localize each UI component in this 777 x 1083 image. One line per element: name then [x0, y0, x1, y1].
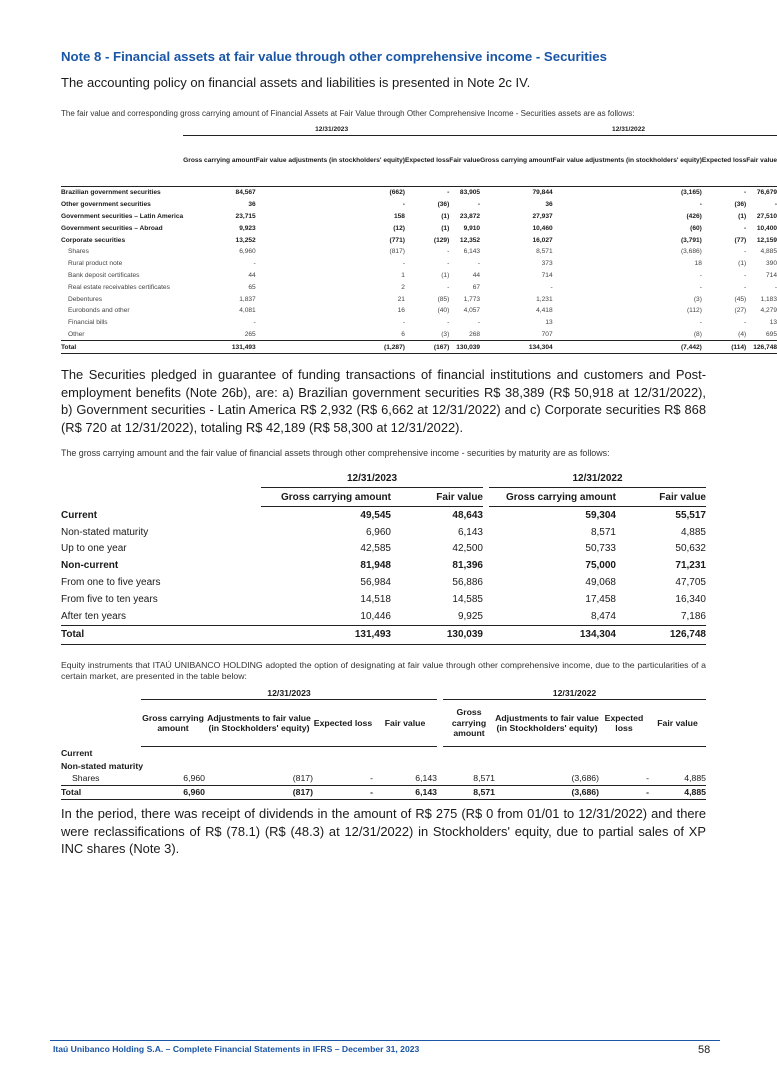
cell: 48,643 [452, 509, 483, 521]
cell: (8) [693, 330, 702, 338]
cell: - [744, 248, 747, 256]
table1-header: Fair value [449, 136, 480, 187]
table3-total-row [61, 785, 706, 799]
cell: 12,159 [756, 236, 777, 244]
table1-row [61, 317, 777, 329]
cell: (426) [686, 212, 702, 220]
cell: 27,510 [756, 212, 777, 220]
cell: (3,791) [680, 236, 702, 244]
cell: 36 [545, 201, 553, 209]
cell: 10,446 [360, 610, 391, 622]
cell: 81,948 [360, 560, 391, 572]
table3-header: Fair value [373, 700, 437, 747]
cell: 36 [248, 201, 256, 209]
cell: 6,960 [239, 248, 256, 256]
table1-header: Gross carrying amount [480, 136, 553, 187]
table2-row [61, 524, 706, 541]
cell: (3) [441, 330, 450, 338]
table3-caption: Equity instruments that ITAÚ UNIBANCO HOLDING adopted the option of designating at fair value through other comprehensive income, due to the particularities of a certain market, are presented in the table below: [61, 660, 706, 681]
cell: 42,500 [452, 543, 483, 555]
row-label: Financial bills [68, 319, 108, 327]
cell: 16,027 [532, 236, 553, 244]
cell: 1,231 [536, 295, 553, 303]
cell: 14,518 [360, 593, 391, 605]
cell: 1,837 [239, 295, 256, 303]
table2-row [61, 591, 706, 608]
cell: 13 [545, 319, 553, 327]
table3-period-2022: 12/31/2022 [443, 686, 706, 700]
cell: 8,571 [443, 785, 495, 799]
table2-row [61, 574, 706, 591]
cell: (36) [437, 201, 450, 209]
cell: 84,567 [235, 189, 256, 197]
table1-row [61, 258, 777, 270]
table1-header: Fair value [746, 136, 777, 187]
cell: 6,960 [141, 785, 205, 799]
cell: - [699, 283, 702, 291]
cell: 9,925 [457, 610, 483, 622]
table1-row [61, 293, 777, 305]
cell: - [477, 319, 481, 327]
table1-header: Fair value adjustments (in stockholders' equity) [553, 136, 702, 187]
table1-row [61, 187, 777, 199]
table2-header: Gross carrying amount [261, 488, 391, 507]
cell: (40) [437, 307, 450, 315]
pledged-securities-paragraph: The Securities pledged in guarantee of funding transactions of financial institutions and customers and Post-employment benefits (Note 26b), are: a) Brazilian government securities R$ 38,389 (R$ 50,918 at 12/31/2022), b) Government securities - Latin America R$ 2,932 (R$ 6,662 at 12/31/2022) and c) Corporate securities R$ 868 (R$ 720 at 12/31/2022), totaling R$ 42,189 (R$ 58,300 at 12/31/2022). [61, 367, 706, 435]
row-label: Debentures [68, 295, 103, 303]
cell: (662) [389, 189, 405, 197]
cell: - [774, 283, 777, 291]
cell: - [313, 785, 373, 799]
cell: 4,057 [463, 307, 481, 315]
cell: 6 [401, 330, 405, 338]
row-label: Eurobonds and other [68, 307, 130, 315]
cell: - [253, 260, 256, 268]
cell: 16 [397, 307, 405, 315]
cell: - [370, 773, 373, 784]
row-label: Corporate securities [61, 236, 126, 244]
cell: - [744, 283, 747, 291]
cell: 4,885 [684, 773, 706, 784]
table3-header: Expected loss [313, 700, 373, 747]
cell: 75,000 [585, 560, 616, 572]
row-label: From one to five years [61, 577, 161, 589]
row-label: Total [61, 341, 183, 354]
row-label: Other [68, 330, 85, 338]
cell: 714 [766, 271, 777, 279]
cell: 134,304 [480, 341, 553, 354]
cell: 130,039 [391, 625, 483, 644]
cell: 6,143 [457, 526, 483, 538]
row-label: Shares [68, 248, 89, 256]
cell: (129) [433, 236, 450, 244]
cell: (36) [734, 201, 747, 209]
row-label: Total [61, 625, 261, 644]
cell: (4) [738, 330, 747, 338]
table1-row [61, 211, 777, 223]
cell: (771) [389, 236, 405, 244]
cell: (3,686) [495, 785, 599, 799]
cell: 55,517 [675, 509, 706, 521]
row-label: After ten years [61, 610, 127, 622]
table1-row [61, 305, 777, 317]
table3-header: Expected loss [599, 700, 649, 747]
table1-header: Expected loss [702, 136, 746, 187]
cell: (77) [734, 236, 747, 244]
cell: 4,081 [239, 307, 256, 315]
table3-header: Adjustments to fair value (in Stockholders' equity) [495, 700, 599, 747]
cell: 12,352 [459, 236, 481, 244]
cell: 23,715 [235, 212, 256, 220]
cell: - [646, 773, 649, 784]
table1-row [61, 281, 777, 293]
cell: - [477, 260, 481, 268]
table3-header: Gross carrying amount [443, 700, 495, 747]
table2-header: Fair value [391, 488, 483, 507]
cell: - [447, 283, 450, 291]
cell: - [447, 189, 450, 197]
cell: 134,304 [489, 625, 616, 644]
footer-divider [50, 1040, 720, 1041]
cell: 390 [766, 260, 777, 268]
row-label: Shares [72, 773, 100, 784]
row-label: Rural product note [68, 260, 123, 268]
cell: 18 [694, 260, 702, 268]
cell: 131,493 [261, 625, 391, 644]
cell: 21 [397, 295, 405, 303]
table1-period-2023: 12/31/2023 [183, 123, 480, 136]
cell: (85) [437, 295, 450, 303]
table1-total-row [61, 341, 777, 354]
cell: - [402, 319, 405, 327]
cell: - [744, 271, 747, 279]
cell: (817) [292, 773, 313, 784]
cell: (7,442) [553, 341, 702, 354]
cell: 6,960 [183, 773, 205, 784]
page-number: 58 [698, 1044, 711, 1056]
cell: - [477, 201, 481, 209]
cell: 268 [469, 330, 481, 338]
cell: 13 [769, 319, 777, 327]
cell: 8,571 [536, 248, 553, 256]
cell: - [774, 201, 777, 209]
table1-row [61, 222, 777, 234]
table1-row [61, 270, 777, 282]
table2-row [61, 608, 706, 625]
cell: 50,632 [675, 543, 706, 555]
table1-period-2022: 12/31/2022 [480, 123, 777, 136]
table1-header: Fair value adjustments (in stockholders' equity) [256, 136, 405, 187]
cell: 373 [541, 260, 553, 268]
cell: (1) [441, 212, 450, 220]
cell: 6,143 [415, 773, 437, 784]
cell: 4,885 [680, 526, 706, 538]
cell: (167) [405, 341, 449, 354]
non-stated-maturity-label: Non-stated maturity [61, 760, 144, 771]
cell: 23,872 [459, 212, 481, 220]
table3-header: Fair value [649, 700, 706, 747]
cell: 6,960 [365, 526, 391, 538]
cell: (114) [702, 341, 746, 354]
cell: 47,705 [675, 577, 706, 589]
cell: 2 [401, 283, 405, 291]
cell: 10,400 [756, 224, 777, 232]
row-label: Brazilian government securities [61, 189, 161, 197]
table2-period-2023: 12/31/2023 [261, 469, 483, 488]
cell: - [402, 201, 405, 209]
cell: 27,937 [532, 212, 553, 220]
note-title: Note 8 - Financial assets at fair value through other comprehensive income - Securities [61, 49, 607, 64]
footer-text: Itaú Unibanco Holding S.A. – Complete Financial Statements in IFRS – December 31, 2023 [53, 1044, 420, 1054]
table2-header: Gross carrying amount [489, 488, 616, 507]
cell: 49,068 [585, 577, 616, 589]
row-label: Other government securities [61, 201, 151, 209]
cell: - [447, 260, 450, 268]
cell: - [744, 319, 747, 327]
cell: 8,474 [590, 610, 616, 622]
cell: 7,186 [680, 610, 706, 622]
cell: 13,252 [235, 236, 256, 244]
cell: (45) [734, 295, 747, 303]
cell: 265 [244, 330, 256, 338]
dividends-paragraph: In the period, there was receipt of dividends in the amount of R$ 275 (R$ 0 from 01/01 to 12/31/2022) and there were reclassifications of R$ (78.1) (R$ (48.3) at 12/31/2022) in Stockholders' equity, due to partial sales of XP INC shares (Note 3). [61, 806, 706, 857]
table3-header: Adjustments to fair value (in Stockholders' equity) [205, 700, 313, 747]
cell: 126,748 [616, 625, 706, 644]
table1-header: Expected loss [405, 136, 449, 187]
table3-shares-row [61, 772, 706, 785]
fair-value-table [61, 123, 777, 354]
table3-period-2023: 12/31/2023 [141, 686, 437, 700]
cell: 49,545 [360, 509, 391, 521]
cell: 6,143 [373, 785, 437, 799]
table2-row [61, 507, 706, 524]
table1-row [61, 234, 777, 246]
cell: 695 [766, 330, 777, 338]
cell: - [447, 319, 450, 327]
cell: (3) [693, 295, 702, 303]
row-label: Non-current [61, 560, 119, 572]
table1-caption: The fair value and corresponding gross carrying amount of Financial Assets at Fair Value through Other Comprehensive Income - Securities assets are as follows: [61, 109, 635, 118]
cell: 10,460 [532, 224, 553, 232]
cell: 4,885 [760, 248, 777, 256]
cell: 71,231 [675, 560, 706, 572]
cell: (817) [205, 785, 313, 799]
cell: 76,679 [756, 189, 777, 197]
row-label: Government securities – Latin America [61, 212, 184, 220]
row-label: From five to ten years [61, 593, 158, 605]
cell: - [699, 319, 702, 327]
cell: 17,458 [585, 593, 616, 605]
cell: 1,183 [760, 295, 777, 303]
cell: 707 [541, 330, 553, 338]
cell: (1,287) [256, 341, 405, 354]
row-label: Real estate receivables certificates [68, 283, 170, 291]
cell: 44 [472, 271, 481, 279]
cell: 4,279 [760, 307, 777, 315]
cell: 81,396 [452, 560, 483, 572]
cell: - [550, 283, 553, 291]
cell: - [699, 271, 702, 279]
cell: (3,686) [680, 248, 702, 256]
maturity-table [61, 469, 706, 645]
cell: (3,686) [571, 773, 599, 784]
table2-row [61, 541, 706, 558]
cell: 59,304 [585, 509, 616, 521]
cell: (1) [738, 212, 747, 220]
cell: 50,733 [585, 543, 616, 555]
accounting-policy-text: The accounting policy on financial assets and liabilities is presented in Note 2c IV. [61, 75, 531, 90]
cell: 131,493 [183, 341, 256, 354]
row-label: Up to one year [61, 543, 127, 555]
cell: 130,039 [449, 341, 480, 354]
cell: 67 [472, 283, 481, 291]
table1-header: Gross carrying amount [183, 136, 256, 187]
cell: (1) [441, 271, 450, 279]
cell: 1 [401, 271, 405, 279]
table2-caption: The gross carrying amount and the fair value of financial assets through other comprehensive income - securities by maturity are as follows: [61, 448, 610, 458]
row-label: Bank deposit certificates [68, 271, 140, 279]
table2-total-row [61, 625, 706, 644]
table2-row [61, 557, 706, 574]
cell: 8,571 [590, 526, 616, 538]
cell: 44 [248, 271, 256, 279]
table3-header: Gross carrying amount [141, 700, 205, 747]
row-label: Total [61, 785, 141, 799]
cell: 4,885 [649, 785, 706, 799]
cell: 4,418 [536, 307, 553, 315]
cell: 8,571 [473, 773, 495, 784]
cell: (1) [738, 260, 747, 268]
cell: (60) [690, 224, 702, 232]
cell: 56,984 [360, 577, 391, 589]
cell: - [599, 785, 649, 799]
table1-row [61, 329, 777, 341]
row-label: Non-stated maturity [61, 526, 149, 538]
equity-instruments-table [61, 686, 706, 800]
cell: 16,340 [675, 593, 706, 605]
cell: 6,143 [463, 248, 481, 256]
table1-row [61, 199, 777, 211]
row-label: Government securities – Abroad [61, 224, 163, 232]
cell: - [744, 189, 747, 197]
cell: - [253, 319, 256, 327]
cell: (27) [734, 307, 747, 315]
cell: 56,886 [452, 577, 483, 589]
cell: - [402, 260, 405, 268]
cell: - [699, 201, 702, 209]
table1-row [61, 246, 777, 258]
row-label: Current [61, 509, 98, 521]
current-label: Current [61, 748, 93, 759]
cell: 126,748 [746, 341, 777, 354]
cell: 714 [541, 271, 553, 279]
cell: (817) [389, 248, 405, 256]
cell: - [744, 224, 747, 232]
cell: (12) [393, 224, 405, 232]
cell: 83,905 [459, 189, 481, 197]
cell: 42,585 [360, 543, 391, 555]
cell: 14,585 [452, 593, 483, 605]
cell: 1,773 [463, 295, 481, 303]
table2-header: Fair value [616, 488, 706, 507]
table2-period-2022: 12/31/2022 [489, 469, 706, 488]
cell: (112) [686, 307, 702, 315]
cell: (3,165) [680, 189, 702, 197]
cell: (1) [441, 224, 450, 232]
cell: 158 [393, 212, 405, 220]
cell: 65 [248, 283, 256, 291]
cell: 79,844 [532, 189, 553, 197]
cell: 9,923 [239, 224, 256, 232]
cell: 9,910 [463, 224, 481, 232]
cell: - [447, 248, 450, 256]
